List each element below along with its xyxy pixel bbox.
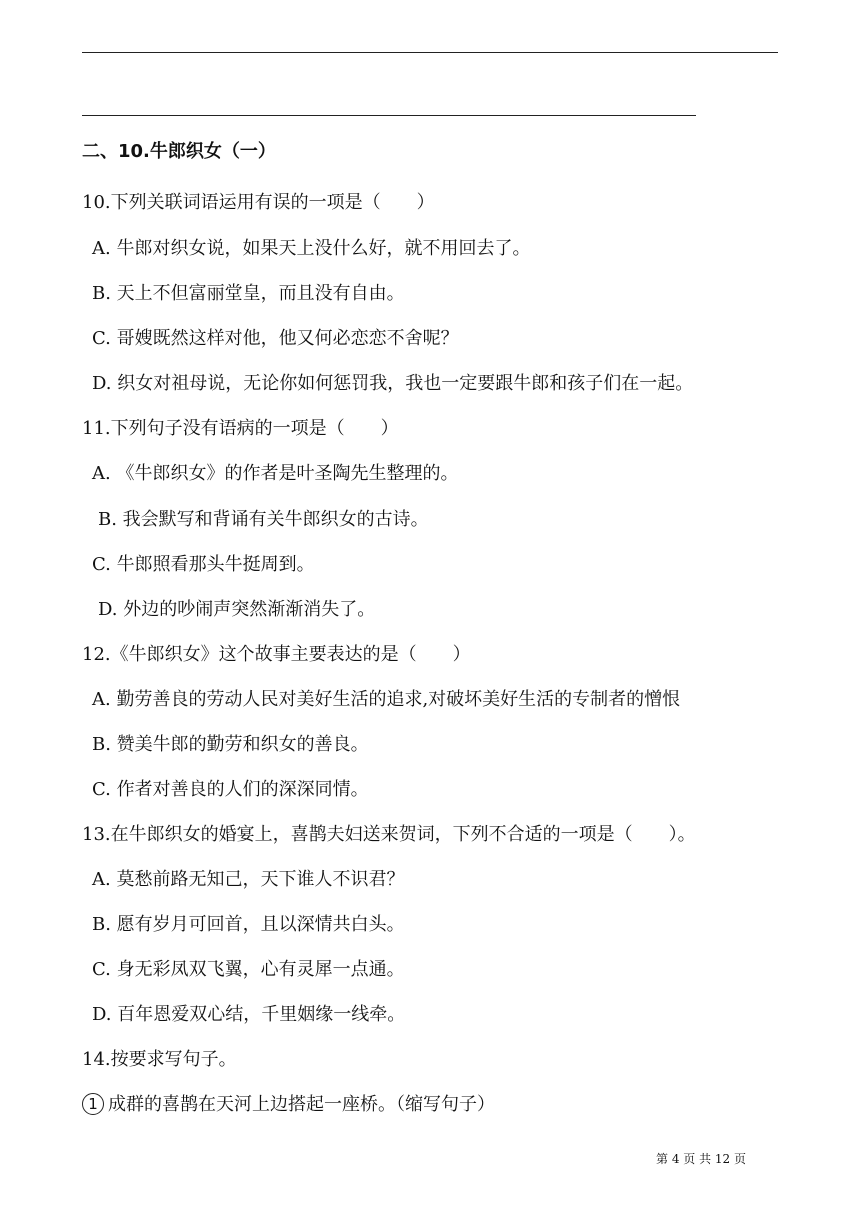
question-14-stem: 14.按要求写句子。 <box>82 1049 237 1070</box>
circled-number-icon: 1 <box>82 1093 104 1115</box>
section-heading: 二、10.牛郎织女（一） <box>82 141 276 162</box>
question-10-option-d: D. 织女对祖母说，无论你如何惩罚我，我也一定要跟牛郎和孩子们在一起。 <box>92 373 694 394</box>
question-10-option-b: B. 天上不但富丽堂皇，而且没有自由。 <box>92 283 405 304</box>
question-11-stem: 11.下列句子没有语病的一项是（ ） <box>82 418 399 439</box>
page-footer: 第 4 页 共 12 页 <box>656 1152 746 1166</box>
question-13-option-b: B. 愿有岁月可回首，且以深情共白头。 <box>92 914 405 935</box>
question-12-option-c: C. 作者对善良的人们的深深同情。 <box>92 779 369 800</box>
question-11-option-b: B. 我会默写和背诵有关牛郎织女的古诗。 <box>98 509 429 530</box>
question-13-option-a: A. 莫愁前路无知己，天下谁人不识君？ <box>92 869 405 890</box>
question-10-option-a: A. 牛郎对织女说，如果天上没什么好，就不用回去了。 <box>92 238 531 259</box>
answer-line-2 <box>82 115 696 116</box>
question-13-option-d: D. 百年恩爱双心结，千里姻缘一线牵。 <box>92 1004 406 1025</box>
question-13-option-c: C. 身无彩凤双飞翼，心有灵犀一点通。 <box>92 959 405 980</box>
question-11-option-a: A. 《牛郎织女》的作者是叶圣陶先生整理的。 <box>92 463 459 484</box>
question-10-stem: 10.下列关联词语运用有误的一项是（ ） <box>82 192 435 213</box>
question-10-option-c: C. 哥嫂既然这样对他，他又何必恋恋不舍呢？ <box>92 328 459 349</box>
answer-line-1 <box>82 52 778 53</box>
question-11-option-d: D. 外边的吵闹声突然渐渐消失了。 <box>98 599 376 620</box>
question-11-option-c: C. 牛郎照看那头牛挺周到。 <box>92 554 315 575</box>
question-12-stem: 12.《牛郎织女》这个故事主要表达的是（ ） <box>82 644 471 665</box>
question-12-option-b: B. 赞美牛郎的勤劳和织女的善良。 <box>92 734 369 755</box>
question-13-stem: 13.在牛郎织女的婚宴上，喜鹊夫妇送来贺词，下列不合适的一项是（ ）。 <box>82 824 696 845</box>
question-14-subitem-1 <box>82 1093 495 1117</box>
question-12-option-a: A. 勤劳善良的劳动人民对美好生活的追求,对破坏美好生活的专制者的憎恨 <box>92 689 681 710</box>
question-14-subitem-1-text: 成群的喜鹊在天河上边搭起一座桥。（缩写句子） <box>108 1094 495 1115</box>
